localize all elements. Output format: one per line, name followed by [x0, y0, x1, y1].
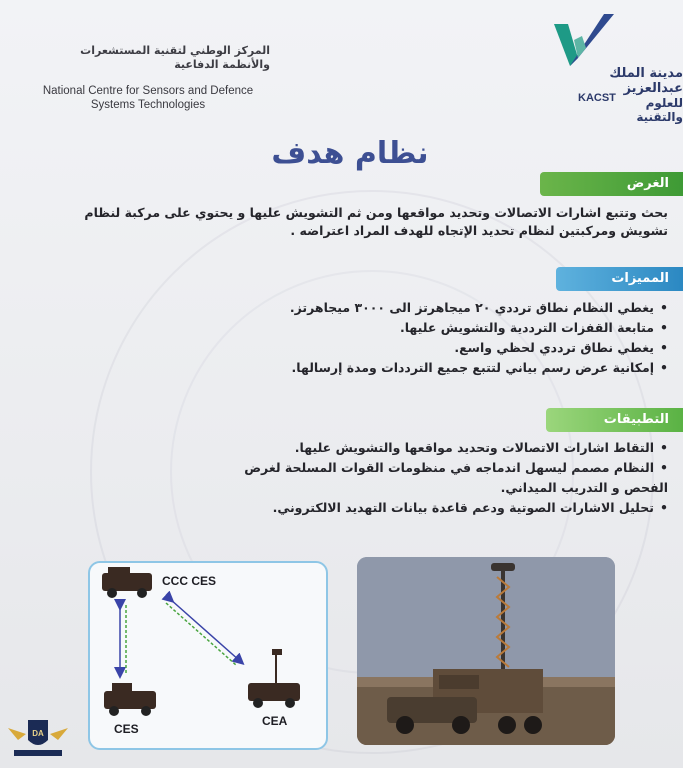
cea-vehicle-icon	[248, 649, 300, 708]
system-photo	[357, 557, 615, 745]
link-ccc-to-cea-green	[166, 603, 236, 665]
list-item: • التقاط اشارات الاتصالات وتحديد مواقعها والتشويش عليها.	[196, 438, 668, 458]
link-ccc-to-cea	[170, 599, 240, 661]
system-diagram-graphic	[90, 563, 326, 748]
purpose-text: بحث وتتبع اشارات الاتصالات وتحديد مواقعها ومن ثم التشويش عليها و يحتوي على مركبة لنظام تشويش ومركبتين لنظام تحديد الإتجاه للهدف المراد اعتراضه .	[84, 205, 668, 238]
system-photo-graphic	[357, 557, 615, 745]
label-ccc-ces: CCC CES	[162, 574, 217, 588]
page-title: نظام هدف	[271, 136, 429, 171]
list-item: • إمكانية عرض رسم بياني لتتبع جميع الترددات ومدة إرسالها.	[210, 358, 668, 378]
label-ces: CES	[114, 722, 139, 736]
kacst-name-arabic-line1: مدينة الملك عبدالعزيز	[609, 66, 683, 96]
ccc-ces-vehicle-icon	[102, 567, 152, 598]
org-name-english-line2: Systems Technologies	[90, 99, 206, 111]
list-item: • متابعة القفزات الترددية والتشويش عليها.	[210, 318, 668, 338]
section-tab-applications: التطبيقات	[546, 408, 683, 432]
org-name-english-line1: National Centre for Sensors and Defence	[42, 85, 254, 97]
ces-vehicle-icon	[104, 683, 156, 716]
list-item: • النظام مصمم ليسهل اندماجه في منظومات القوات المسلحة لغرض الفحص و التدريب الميداني.	[196, 458, 668, 498]
forum-badge-logo	[6, 710, 70, 760]
org-name-arabic-line1: المركز الوطني لتقنية المستشعرات	[80, 44, 270, 57]
features-list	[210, 298, 668, 378]
svg-text:DA: DA	[32, 729, 44, 738]
org-name-arabic-line2: والأنظمة الدفاعية	[174, 58, 270, 71]
list-item: • يغطي النظام نطاق ترددي ٢٠ ميجاهرتز الى ٣٠٠٠ ميجاهرتز.	[210, 298, 668, 318]
org-name-arabic	[60, 44, 270, 72]
list-item: • تحليل الاشارات الصوتية ودعم قاعدة بيانات التهديد الالكتروني.	[196, 498, 668, 518]
kacst-name-arabic-line2: للعلوم والتقنية	[636, 96, 683, 124]
list-item: • يغطي نطاق ترددي لحظي واسع.	[210, 338, 668, 358]
applications-list	[196, 438, 668, 518]
label-cea: CEA	[262, 714, 288, 728]
section-tab-features: المميزات	[556, 267, 683, 291]
org-name-english	[18, 84, 278, 112]
system-diagram	[88, 561, 328, 750]
kacst-name-english: KACST	[578, 92, 616, 104]
kacst-logo	[548, 10, 620, 72]
section-tab-purpose: الغرض	[540, 172, 683, 196]
